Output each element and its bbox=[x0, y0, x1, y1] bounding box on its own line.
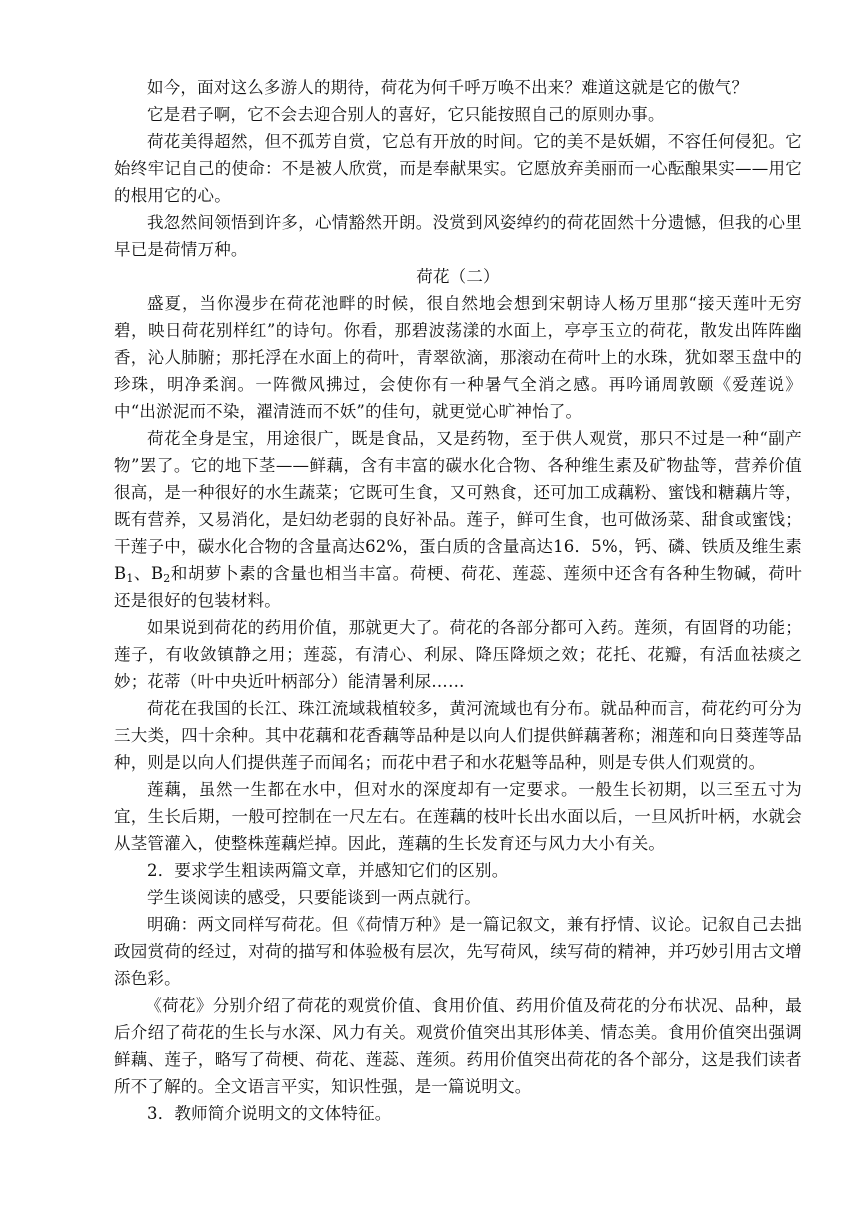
subscript: 2 bbox=[163, 572, 171, 585]
list-item: 3．教师简介说明文的文体特征。 bbox=[147, 1104, 392, 1123]
paragraph: 荷花在我国的长江、珠江流域栽植较多，黄河流域也有分布。就品种而言，荷花约可分为三大类，四十余种。其中花藕和花香藕等品种是以向人们提供鲜藕著称；湘莲和向日葵莲等品种，则是以向人们提供莲子而闻名；而花中君子和水花魁等品种，则是专供人们观赏的。 bbox=[114, 699, 802, 772]
paragraph: 如果说到荷花的药用价值，那就更大了。荷花的各部分都可入药。莲须，有固肾的功能；莲子，有收敛镇静之用；莲蕊，有清心、利尿、降压降烦之效；花托、花瓣，有活血祛痰之妙；花蒂（叶中央近叶柄部分）能清暑利尿…… bbox=[114, 618, 802, 691]
list-item: 2．要求学生粗读两篇文章，并感知它们的区别。 bbox=[147, 861, 509, 880]
paragraph-text: 和胡萝卜素的含量也相当丰富。荷梗、荷花、莲蕊、莲须中还含有各种生物碱，荷叶还是很好的包装材料。 bbox=[114, 564, 802, 610]
paragraph-text: 、B bbox=[133, 564, 164, 583]
paragraph: 它是君子啊，它不会去迎合别人的喜好，它只能按照自己的原则办事。 bbox=[147, 105, 665, 124]
paragraph: 盛夏，当你漫步在荷花池畔的时候，很自然地会想到宋朝诗人杨万里那“接天莲叶无穷碧，映日荷花别样红”的诗句。你看，那碧波荡漾的水面上，亭亭玉立的荷花，散发出阵阵幽香，沁人肺腑；那托浮在水面上的荷叶，青翠欲滴，那滚动在荷叶上的水珠，犹如翠玉盘中的珍珠，明净柔润。一阵微风拂过，会使你有一种暑气全消之感。再吟诵周敦颐《爱莲说》中“出淤泥而不染，濯清涟而不妖”的佳句，就更觉心旷神怡了。 bbox=[114, 294, 802, 421]
document-page bbox=[114, 74, 802, 1127]
paragraph: 学生谈阅读的感受，只要能谈到一两点就行。 bbox=[147, 888, 481, 907]
paragraph: 荷花美得超然，但不孤芳自赏，它总有开放的时间。它的美不是妖媚，不容任何侵犯。它始终牢记自己的使命：不是被人欣赏，而是奉献果实。它愿放弃美丽而一心酝酿果实——用它的根用它的心。 bbox=[114, 132, 802, 205]
subscript: 1 bbox=[126, 572, 134, 585]
paragraph: 我忽然间领悟到许多，心情豁然开朗。没赏到风姿绰约的荷花固然十分遗憾，但我的心里早已是荷情万种。 bbox=[114, 213, 802, 259]
section-title: 荷花（二） bbox=[416, 267, 500, 286]
paragraph: 莲藕，虽然一生都在水中，但对水的深度却有一定要求。一般生长初期，以三至五寸为宜，生长后期，一般可控制在一尺左右。在莲藕的枝叶长出水面以后，一旦风折叶柄，水就会从茎管灌入，使整株莲藕烂掉。因此，莲藕的生长发育还与风力大小有关。 bbox=[114, 780, 802, 853]
paragraph-text: 荷花全身是宝，用途很广，既是食品，又是药物，至于供人观赏，那只不过是一种“副产物”罢了。它的地下茎——鲜藕，含有丰富的碳水化合物、各种维生素及矿物盐等，营养价值很高，是一种很好的水生蔬菜；它既可生食，又可熟食，还可加工成藕粉、蜜饯和糖藕片等，既有营养，又易消化，是妇幼老弱的良好补品。莲子，鲜可生食，也可做汤菜、甜食或蜜饯；干莲子中，碳水化合物的含量高达62%，蛋白质的含量高达16．5%，钙、磷、铁质及维生素 B bbox=[114, 429, 802, 583]
paragraph bbox=[114, 425, 802, 614]
paragraph: 《荷花》分别介绍了荷花的观赏价值、食用价值、药用价值及荷花的分布状况、品种，最后介绍了荷花的生长与水深、风力有关。观赏价值突出其形体美、情态美。食用价值突出强调鲜藕、莲子，略写了荷梗、荷花、莲蕊、莲须。药用价值突出荷花的各个部分，这是我们读者所不了解的。全文语言平实，知识性强，是一篇说明文。 bbox=[114, 996, 802, 1096]
paragraph: 如今，面对这么多游人的期待，荷花为何千呼万唤不出来？难道这就是它的傲气？ bbox=[147, 78, 749, 97]
paragraph: 明确：两文同样写荷花。但《荷情万种》是一篇记叙文，兼有抒情、议论。记叙自己去拙政园赏荷的经过，对荷的描写和体验极有层次，先写荷风，续写荷的精神，并巧妙引用古文增添色彩。 bbox=[114, 915, 802, 988]
